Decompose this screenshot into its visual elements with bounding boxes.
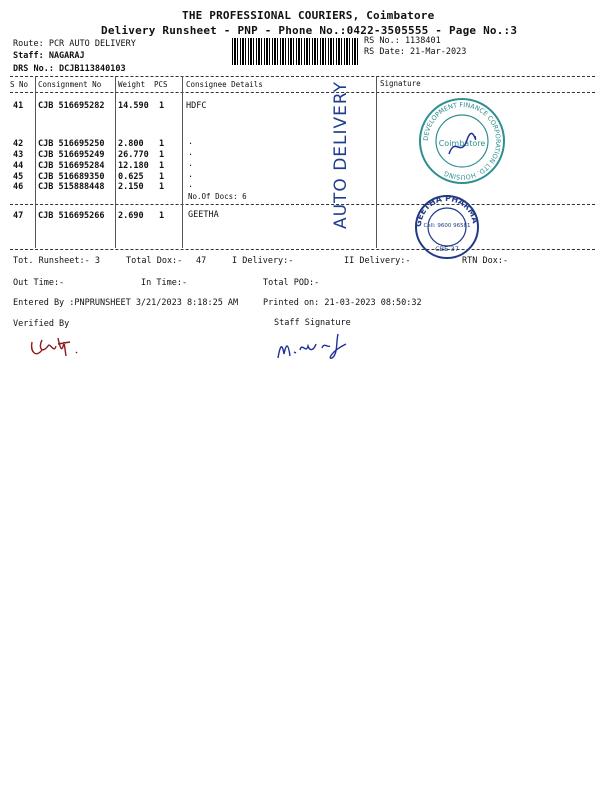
col-header-pcs: PCS (154, 80, 168, 89)
row-pcs: 1 (159, 182, 165, 192)
rs-date: RS Date: 21-Mar-2023 (364, 47, 467, 57)
row-sno: 47 (13, 211, 24, 221)
row-consignment: CJB 515888448 (38, 182, 105, 192)
row-consignment: CJB 516695249 (38, 150, 105, 160)
i-delivery: I Delivery:- (232, 256, 294, 266)
total-pod: Total POD:- (263, 278, 320, 288)
seal1-center-text: Coimbatore (438, 139, 486, 148)
col-header-weight: Weight (118, 80, 146, 89)
row-pcs: 1 (159, 211, 165, 221)
out-time: Out Time:- (13, 278, 65, 288)
row-weight: 14.590 (118, 101, 149, 111)
route-label: Route: PCR AUTO DELIVERY (13, 39, 136, 49)
total-dox-label: Total Dox:- (126, 256, 183, 266)
row-consignment: CJB 516695250 (38, 139, 105, 149)
row-sno: 43 (13, 150, 24, 160)
row-consignment: CJB 516695266 (38, 211, 105, 221)
staff-signature (272, 328, 362, 364)
row-consignment: CJB 516695284 (38, 161, 105, 171)
col-divider (35, 76, 36, 248)
row-consignee: . (188, 180, 194, 190)
seal2-center-text: Cell: 9600 96581 (423, 223, 471, 229)
col-header-signature: Signature (380, 79, 421, 88)
auto-delivery-text: AUTO DELIVERY (331, 80, 351, 230)
row-consignee: . (188, 148, 194, 158)
row-weight: 2.690 (118, 211, 144, 221)
row-pcs: 1 (159, 161, 165, 171)
header-rule (10, 92, 595, 93)
staff-signature-label: Staff Signature (274, 318, 351, 328)
entered-by: Entered By :PNPRUNSHEET 3/21/2023 8:18:25 AM (13, 298, 239, 308)
staff-label: Staff: NAGARAJ (13, 51, 85, 61)
row-consignee: . (188, 170, 194, 180)
row-consignment: CJB 516689350 (38, 172, 105, 182)
row-pcs: 1 (159, 172, 165, 182)
in-time: In Time:- (141, 278, 188, 288)
row-pcs: 1 (159, 139, 165, 149)
row-sno: 44 (13, 161, 24, 171)
barcode (232, 38, 358, 65)
seal2-ring-path: GEETHA PHARMA (413, 194, 480, 228)
col-divider (182, 76, 183, 248)
row-weight: 26.770 (118, 150, 149, 160)
table-bottom-rule (10, 249, 595, 250)
col-divider (115, 76, 116, 248)
row-weight: 2.150 (118, 182, 144, 192)
row-consignment: CJB 516695282 (38, 101, 105, 111)
row-consignee: GEETHA (188, 210, 219, 220)
row-sno: 42 (13, 139, 24, 149)
row-weight: 12.180 (118, 161, 149, 171)
row-consignee: HDFC (186, 101, 207, 111)
verified-by-label: Verified By (13, 319, 70, 329)
row-consignee: . (188, 159, 194, 169)
row-consignee: . (188, 137, 194, 147)
col-divider (376, 76, 377, 248)
group-rule (10, 204, 595, 205)
seal2-bottom-text: CBE-37 (435, 245, 459, 253)
rtn-dox: RTN Dox:- (462, 256, 509, 266)
row-sno: 45 (13, 172, 24, 182)
col-header-sno: S No (10, 80, 29, 89)
row-sno: 46 (13, 182, 24, 192)
col-header-consignment: Consignment No (38, 80, 102, 89)
col-header-consignee: Consignee Details (186, 80, 263, 89)
tot-runsheet: Tot. Runsheet:- 3 (13, 256, 100, 266)
row-weight: 2.800 (118, 139, 144, 149)
row-weight: 0.625 (118, 172, 144, 182)
table-top-rule (10, 76, 595, 77)
row-sno: 41 (13, 101, 24, 111)
printed-on: Printed on: 21-03-2023 08:50:32 (263, 298, 422, 308)
verifier-signature (28, 332, 84, 362)
drs-number: DRS No.: DCJB113840103 (13, 64, 126, 74)
geetha-pharma-seal (405, 194, 489, 260)
row-pcs: 1 (159, 150, 165, 160)
company-title: THE PROFESSIONAL COURIERS, Coimbatore (182, 9, 435, 22)
total-dox-value: 47 (196, 256, 207, 266)
auto-delivery-stamp (330, 70, 351, 240)
rs-number: RS No.: 1138401 (364, 36, 441, 46)
no-of-docs: No.Of Docs: 6 (188, 192, 247, 201)
row-pcs: 1 (159, 101, 165, 111)
ii-delivery: II Delivery:- (344, 256, 411, 266)
runsheet-subtitle: Delivery Runsheet - PNP - Phone No.:0422-3505555 - Page No.:3 (101, 24, 518, 37)
seal1-ring-path: DEVELOPMENT FINANCE CORPORATION LTD. HOUSING (421, 100, 503, 182)
hdfc-seal (417, 96, 507, 186)
